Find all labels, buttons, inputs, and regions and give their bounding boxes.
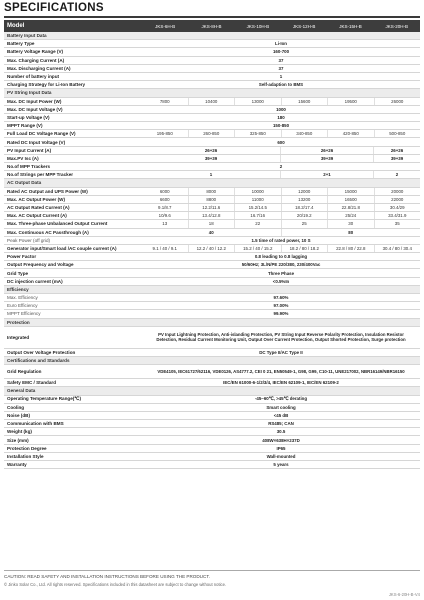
row-value: 9.1 / 40 / 9.1: [152, 245, 177, 251]
row-value: 37: [278, 65, 284, 71]
row-values: [142, 171, 420, 178]
row-value: 30.5: [276, 429, 286, 435]
row-value: 1: [209, 172, 213, 178]
row-value: Three Phase: [267, 270, 295, 276]
row-value: 50/60Hz; 3L/N/PE 220/380, 230/400Vac: [241, 262, 321, 268]
table-row: [4, 245, 420, 253]
table-row: [4, 261, 420, 269]
row-value: 97.00%: [273, 303, 289, 309]
row-label: Integrated: [7, 334, 30, 340]
table-row: [4, 404, 420, 412]
table-row: [4, 106, 420, 114]
copyright-note: © Jinko Solar Co., Ltd. All rights reserved. Specifications included in this datasheet are subject to change without notice.: [4, 582, 227, 587]
row-value: 30.4/29: [374, 204, 421, 211]
section-row: [4, 387, 420, 395]
table-row: [4, 98, 420, 106]
model-column: JKS-20H-B: [385, 23, 409, 29]
table-row: [4, 349, 420, 357]
row-label: Peak Power (off grid): [7, 237, 51, 243]
row-value: 12.2 / 40 / 12.2: [188, 245, 235, 252]
row-label: Start-up Voltage (V): [7, 114, 50, 120]
model-column: JKS-15H-B: [339, 23, 362, 29]
title-divider: [4, 16, 420, 18]
row-value: 40: [208, 229, 214, 235]
row-label: No.of MPP Trackers: [7, 164, 51, 170]
row-value: 500-850: [374, 130, 421, 137]
row-label: AC Output Rated Current (A): [7, 205, 70, 211]
row-value: 22.8 / 80 / 22.8: [327, 245, 374, 252]
row-value: Self-adaption to BMS: [258, 82, 304, 88]
table-row: [4, 412, 420, 420]
row-label: Charging Strategy for Li-Ion Battery: [7, 82, 86, 88]
header-label: Model: [7, 23, 25, 29]
section-title: AC Output Data: [7, 180, 42, 186]
row-value: 37: [278, 57, 284, 63]
page-title: SPECIFICATIONS: [4, 2, 104, 14]
table-row: [4, 212, 420, 220]
row-value: 8000: [188, 188, 235, 195]
row-label: Max.PV Isc (A): [7, 155, 39, 161]
row-label: Max. Continuous AC Passthrough (A): [7, 229, 89, 235]
row-value: 2: [279, 164, 283, 170]
table-row: [4, 204, 420, 212]
row-value: 39+39: [280, 155, 373, 162]
row-label: Rated AC Output and UPS Power (W): [7, 188, 88, 194]
table-row: [4, 155, 420, 163]
row-value: 19500: [327, 98, 374, 105]
row-label: Generator input/Smart load /AC couple current (A): [7, 245, 117, 251]
row-value: 160-700: [272, 49, 290, 55]
row-value: 5 years: [273, 462, 289, 468]
row-value: 8800: [188, 196, 235, 203]
row-value: 26000: [374, 98, 421, 105]
row-value: IEC/EN 61000-6-1/2/3/4, IEC/EN 62109-1, IEC/EN 62109-2: [223, 380, 339, 386]
row-value: <0.5%In: [272, 278, 290, 284]
row-value: 80: [281, 229, 421, 236]
row-values: [142, 412, 420, 419]
model-column: JKS-8H-B: [201, 23, 222, 29]
table-row: [4, 302, 420, 310]
row-label: DC injection current (mA): [7, 278, 63, 284]
row-values: [142, 188, 420, 195]
row-label: Warranty: [7, 462, 27, 468]
row-values: [142, 204, 420, 211]
row-value: 25: [281, 220, 328, 227]
row-label: Number of battery input: [7, 74, 60, 80]
section-row: [4, 179, 420, 187]
row-value: 6600: [159, 196, 170, 202]
section-title: PV String Input Data: [7, 90, 52, 96]
row-values: [142, 106, 420, 113]
row-value: 12000: [281, 188, 328, 195]
row-label: Installation Style: [7, 453, 44, 459]
row-value: 10000: [234, 188, 281, 195]
row-value: 25/24: [327, 212, 374, 219]
row-value: Wall-mounted: [266, 453, 296, 459]
spec-table: [4, 20, 420, 469]
row-label: Output Frequency and Voltage: [7, 262, 74, 268]
row-value: Li-Ion: [275, 41, 287, 47]
row-values: [142, 420, 420, 427]
row-value: 12.2/11.6: [188, 204, 235, 211]
row-values: [142, 212, 420, 219]
row-value: 16500: [327, 196, 374, 203]
table-row: [4, 428, 420, 436]
row-label: Full Load DC Voltage Range (V): [7, 131, 76, 137]
table-row: [4, 171, 420, 179]
row-label: Weight (kg): [7, 429, 32, 435]
row-value: 26+26: [280, 147, 373, 154]
footer-divider: [4, 570, 420, 571]
row-values: [142, 163, 420, 170]
row-value: <45 dB: [273, 412, 289, 418]
row-value: 420-850: [327, 130, 374, 137]
row-value: 18: [188, 220, 235, 227]
row-label: Max. AC Output Power (W): [7, 196, 66, 202]
row-value: RS485; CAN: [268, 421, 294, 427]
row-values: [142, 48, 420, 55]
row-value: 2+1: [280, 171, 373, 178]
row-value: 15.2/14.5: [234, 204, 281, 211]
row-values: [142, 220, 420, 227]
table-body: [4, 32, 420, 469]
row-value: 11000: [234, 196, 281, 203]
row-label: Grid Type: [7, 270, 29, 276]
row-values: [142, 98, 420, 105]
row-values: [142, 253, 420, 260]
section-row: [4, 89, 420, 97]
row-values: [142, 237, 420, 244]
table-row: [4, 188, 420, 196]
table-row: [4, 130, 420, 138]
row-values: [142, 122, 420, 129]
table-row: [4, 278, 420, 286]
table-row: [4, 220, 420, 228]
row-value: 408W×638H×237D: [262, 437, 300, 443]
model-column: JKS-10H-B: [246, 23, 270, 29]
row-value: IP65: [276, 445, 286, 451]
row-label: Size (mm): [7, 437, 29, 443]
row-values: [142, 130, 420, 137]
section-title: Certifications and Standards: [7, 358, 70, 364]
table-row: [4, 122, 420, 130]
row-value: 13: [162, 221, 168, 227]
row-value: 0.8 leading to 0.8 lagging: [254, 254, 308, 260]
row-values: [142, 436, 420, 443]
row-value: 340-850: [281, 130, 328, 137]
table-header: [4, 20, 420, 32]
row-label: Cooling: [7, 404, 25, 410]
table-row: [4, 163, 420, 171]
row-value: 39+39: [373, 155, 420, 162]
row-label: Max. Three-phase Unbalanced Output Current: [7, 221, 108, 227]
row-label: Max. DC Input Voltage (V): [7, 106, 63, 112]
row-value: 15000: [327, 188, 374, 195]
table-row: [4, 310, 420, 318]
section-row: [4, 286, 420, 294]
row-label: MPPT Efficiency: [7, 311, 41, 317]
row-label: Safety EMC / Standard: [7, 380, 57, 386]
row-value: 15.2 / 40 / 15.2: [234, 245, 281, 252]
table-row: [4, 294, 420, 302]
row-values: [142, 327, 420, 348]
row-label: Power Factor: [7, 254, 37, 260]
row-value: 33.4/31.9: [374, 212, 421, 219]
row-label: Battery Type: [7, 41, 35, 47]
row-values: [142, 155, 420, 162]
row-values: [142, 269, 420, 276]
row-value: 1: [279, 74, 283, 80]
row-label: Rated DC Input Voltage (V): [7, 139, 66, 145]
section-row: [4, 32, 420, 40]
section-title: Protection: [7, 319, 30, 325]
row-value: 10400: [188, 98, 235, 105]
table-row: [4, 237, 420, 245]
row-values: [142, 349, 420, 356]
row-value: 26+26: [373, 147, 420, 154]
table-row: [4, 445, 420, 453]
row-values: [142, 404, 420, 411]
row-value: 30: [327, 220, 374, 227]
row-label: Grid Regulation: [7, 369, 42, 375]
table-row: [4, 229, 420, 237]
row-label: PV Input Current (A): [7, 147, 52, 153]
row-value: 600: [277, 139, 285, 145]
document-code: JKS-6-20H-B-V4: [388, 592, 420, 597]
row-label: Output Over Voltage Protection: [7, 349, 76, 355]
table-row: [4, 365, 420, 379]
section-title: General Data: [7, 388, 36, 394]
model-column: JKS-6H-B: [155, 23, 176, 29]
table-row: [4, 453, 420, 461]
row-value: 9.1/8.7: [158, 205, 172, 211]
table-row: [4, 436, 420, 444]
table-row: [4, 65, 420, 73]
table-row: [4, 420, 420, 428]
row-value: 180: [277, 114, 285, 120]
table-row: [4, 253, 420, 261]
row-values: [142, 461, 420, 468]
row-values: [142, 302, 420, 309]
row-values: [142, 294, 420, 301]
row-value: 18.2 / 80 / 18.2: [281, 245, 328, 252]
row-value: 260-850: [188, 130, 235, 137]
table-row: [4, 147, 420, 155]
row-value: 22000: [374, 196, 421, 203]
row-value: 30.4 / 80 / 30.4: [374, 245, 421, 252]
row-values: [142, 65, 420, 72]
row-values: [142, 428, 420, 435]
table-row: [4, 327, 420, 349]
row-values: [142, 310, 420, 317]
section-row: [4, 319, 420, 327]
row-value: 150-850: [272, 123, 290, 129]
row-label: Euro Efficiency: [7, 303, 38, 309]
table-row: [4, 48, 420, 56]
row-values: [142, 196, 420, 203]
row-value: 18.2/17.4: [281, 204, 328, 211]
row-values: [142, 57, 420, 64]
row-label: Max. Efficiency: [7, 295, 38, 301]
row-value: 16.7/16: [234, 212, 281, 219]
row-value: 1.5 time of rated power, 10 S: [251, 237, 311, 243]
row-values: [142, 147, 420, 154]
row-label: MPPT Range (V): [7, 123, 43, 129]
table-row: [4, 40, 420, 48]
row-label: Max. AC Output Current (A): [7, 213, 67, 219]
row-value: 97.60%: [273, 295, 289, 301]
row-value: 22: [234, 220, 281, 227]
row-values: [142, 261, 420, 268]
row-value: PV Input Lightning Protection, Anti-islanding Protection, PV String Input Reverse Polarity Protection, Insulation Resistor Detection, Residual Current Monitoring Unit, Output Over Current Protection, Output Shorted Protection, Surge protection: [156, 332, 406, 343]
table-row: [4, 138, 420, 146]
row-values: [142, 365, 420, 378]
row-value: 26+26: [204, 147, 218, 153]
row-value: 6000: [159, 188, 170, 194]
row-value: 325-850: [234, 130, 281, 137]
row-values: [142, 445, 420, 452]
row-label: Operating Temperature Range(℃): [7, 396, 81, 402]
row-value: 22.8/21.8: [327, 204, 374, 211]
row-label: Noise (dB): [7, 412, 30, 418]
row-value: 20/19.2: [281, 212, 328, 219]
table-row: [4, 269, 420, 277]
table-row: [4, 196, 420, 204]
row-value: 195-850: [156, 131, 173, 137]
row-value: Smart cooling: [266, 404, 296, 410]
row-values: [142, 114, 420, 121]
caution-note: CAUTION: READ SAFETY AND INSTALLATION INSTRUCTIONS BEFORE USING THE PRODUCT.: [4, 574, 210, 579]
row-values: [142, 396, 420, 403]
row-value: 39+39: [204, 155, 218, 161]
table-row: [4, 396, 420, 404]
row-value: VDE4105, IEC61727/62116, VDE0126, AS4777.2, CEI 0 21, EN50549-1, G98, G99, C10-11, UNE217002, NBR16149/NBR16150: [157, 369, 405, 375]
row-values: [142, 453, 420, 460]
row-label: No.of Strings per MPP Tracker: [7, 172, 74, 178]
row-values: [142, 229, 420, 236]
row-value: 7800: [159, 98, 170, 104]
row-values: [142, 245, 420, 252]
row-values: [142, 278, 420, 285]
row-label: Protection Degree: [7, 445, 47, 451]
table-row: [4, 114, 420, 122]
section-row: [4, 357, 420, 365]
row-value: 2: [373, 171, 420, 178]
row-label: Communication with BMS: [7, 421, 64, 427]
row-value: 13000: [234, 98, 281, 105]
row-value: 20000: [374, 188, 421, 195]
row-value: 99.90%: [273, 311, 289, 317]
row-value: 35: [374, 220, 421, 227]
row-values: [142, 81, 420, 88]
row-value: DC Type II/AC Type II: [259, 349, 303, 355]
row-value: 13.4/12.8: [188, 212, 235, 219]
table-row: [4, 57, 420, 65]
row-values: [142, 40, 420, 47]
row-label: Battery Voltage Range (V): [7, 49, 64, 55]
row-label: Max. Charging Current (A): [7, 57, 65, 63]
table-row: [4, 379, 420, 387]
row-values: [142, 73, 420, 80]
row-values: [142, 138, 420, 145]
row-value: -45~60℃, >45℃ derating: [254, 396, 308, 402]
row-value: 13200: [281, 196, 328, 203]
table-row: [4, 81, 420, 89]
row-value: 15600: [281, 98, 328, 105]
row-label: Max. DC Input Power (W): [7, 98, 62, 104]
row-values: [142, 379, 420, 386]
row-label: Max. Discharging Current (A): [7, 65, 71, 71]
section-title: Battery Input Data: [7, 33, 47, 39]
model-column: JKS-12H-B: [292, 23, 316, 29]
section-title: Efficiency: [7, 286, 29, 292]
row-value: 10/9.6: [158, 213, 171, 219]
row-value: 1000: [276, 106, 286, 112]
table-row: [4, 73, 420, 81]
table-row: [4, 461, 420, 469]
